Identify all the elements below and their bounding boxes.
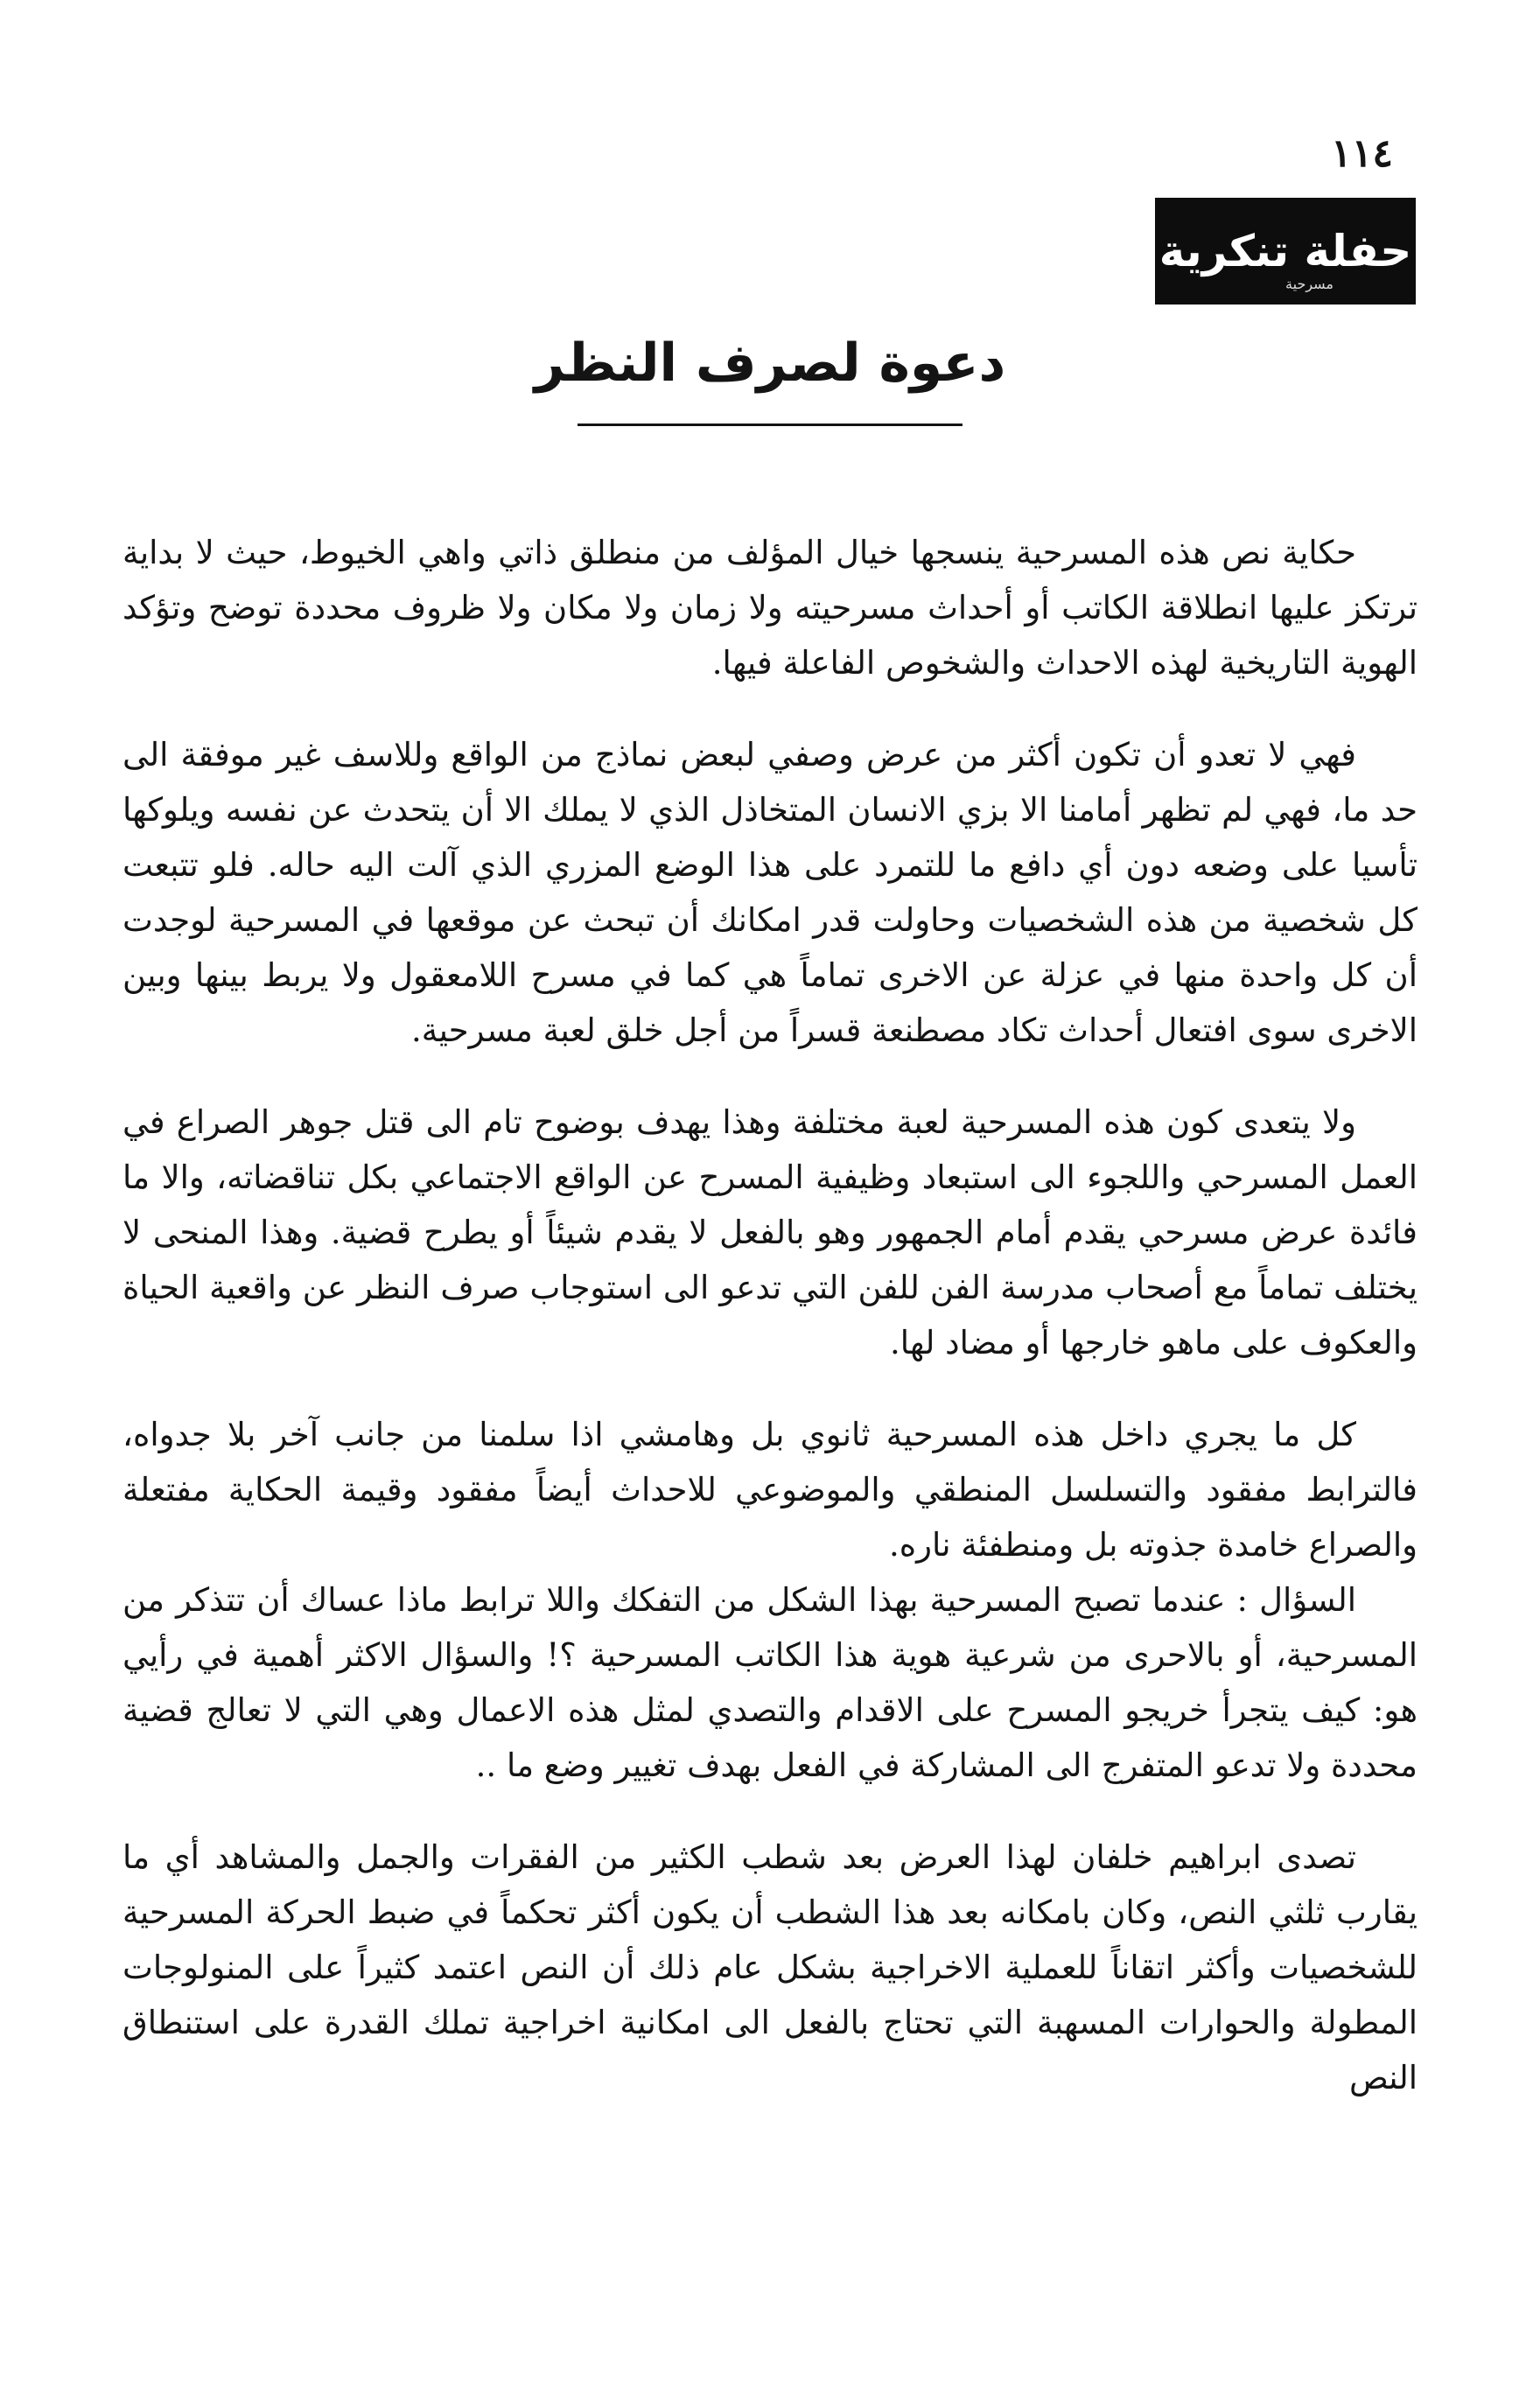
- article-body: [122, 525, 1418, 2142]
- page-number: ١١٤: [1331, 131, 1393, 176]
- paragraph: حكاية نص هذه المسرحية ينسجها خيال المؤلف من منطلق ذاتي واهي الخيوط، حيث لا بداية ترتكز عليها انطلاقة الكاتب أو أحداث مسرحيته ولا زمان ولا مكان ولا ظروف محددة توضح وتؤكد الهوية التاريخية لهذه الاحداث والشخوص الفاعلة فيها.: [122, 534, 1418, 682]
- paragraph: فهي لا تعدو أن تكون أكثر من عرض وصفي لبعض نماذج من الواقع وللاسف غير موفقة الى حد ما، فهي لم تظهر أمامنا الا بزي الانسان المتخاذل الذي لا يملك الا أن يتحدث عن نفسه ويلوكها تأسيا على وضعه دون أي دافع ما للتمرد على هذا الوضع المزري الذي آلت اليه حاله. فلو تتبعت كل شخصية من هذه الشخصيات وحاولت قدر امكانك أن تبحث عن موقعها في المسرحية لوجدت أن كل واحدة منها في عزلة عن الاخرى تماماً هي كما في مسرح اللامعقول ولا يربط بينها وبين الاخرى سوى افتعال أحداث تكاد مصطنعة قسراً من أجل خلق لعبة مسرحية.: [122, 736, 1418, 1049]
- section-logo: [1155, 198, 1416, 304]
- section-logo-text: حفلة تنكرية: [1158, 226, 1412, 276]
- paragraph: السؤال : عندما تصبح المسرحية بهذا الشكل من التفكك واللا ترابط ماذا عساك أن تتذكر من المسرحية، أو بالاحرى من شرعية هوية هذا الكاتب المسرحية ؟! والسؤال الاكثر أهمية في رأيي هو: كيف يتجرأ خريجو المسرح على الاقدام والتصدي لمثل هذه الاعمال وهي التي لا تعالج قضية محددة ولا تدعو المتفرج الى المشاركة في الفعل بهدف تغيير وضع ما ..: [122, 1581, 1418, 1784]
- paragraph: تصدى ابراهيم خلفان لهذا العرض بعد شطب الكثير من الفقرات والجمل والمشاهد أي ما يقارب ثلثي النص، وكان بامكانه بعد هذا الشطب أن يكون أكثر تحكماً في ضبط الحركة المسرحية للشخصيات وأكثر اتقاناً للعملية الاخراجية بشكل عام ذلك أن النص اعتمد كثيراً على المنولوجات المطولة والحوارات المسهبة التي تحتاج بالفعل الى امكانية اخراجية تملك القدرة على استنطاق النص: [122, 1838, 1418, 2096]
- section-logo-subtext: مسرحية: [1285, 276, 1334, 292]
- article-title: دعوة لصرف النظر: [534, 332, 1006, 394]
- paragraph: كل ما يجري داخل هذه المسرحية ثانوي بل وهامشي اذا سلمنا من جانب آخر بلا جدواه، فالترابط مفقود والتسلسل المنطقي والموضوعي للاحداث أيضاً مفقود وقيمة الحكاية مفتعلة والصراع خامدة جذوته بل ومنطفئة ناره.: [122, 1416, 1418, 1564]
- title-underline: [578, 424, 962, 426]
- paragraph: ولا يتعدى كون هذه المسرحية لعبة مختلفة وهذا يهدف بوضوح تام الى قتل جوهر الصراع في العمل المسرحي واللجوء الى استبعاد وظيفية المسرح عن الواقع الاجتماعي بكل تناقضاته، والا ما فائدة عرض مسرحي يقدم أمام الجمهور وهو بالفعل لا يقدم شيئاً أو يطرح قضية. وهذا المنحى لا يختلف تماماً مع أصحاب مدرسة الفن للفن التي تدعو الى استوجاب صرف النظر عن واقعية الحياة والعكوف على ماهو خارجها أو مضاد لها.: [122, 1103, 1418, 1362]
